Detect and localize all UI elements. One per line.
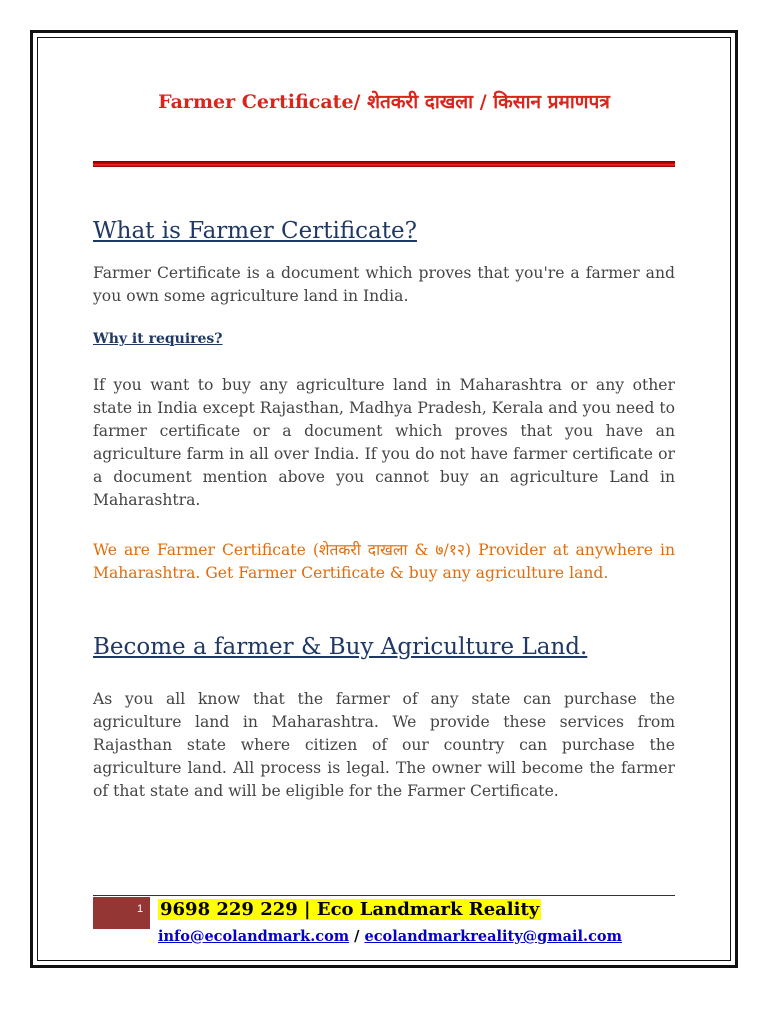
section-heading-what-is: What is Farmer Certificate?: [93, 218, 417, 244]
section-heading-become-farmer: Become a farmer & Buy Agriculture Land.: [93, 634, 588, 660]
contact-phone-company: 9698 229 229 | Eco Landmark Reality: [160, 899, 540, 920]
email-link-gmail[interactable]: ecolandmarkreality@gmail.com: [364, 928, 622, 945]
email-separator: /: [349, 928, 365, 945]
page-title: Farmer Certificate/ शेतकरी दाखला / किसान प्रमाणपत्र: [158, 91, 610, 113]
email-link-info[interactable]: info@ecolandmark.com: [158, 928, 350, 945]
page-number: 1: [93, 897, 150, 929]
footer-divider: [93, 895, 675, 896]
subheading-why-requires: Why it requires?: [93, 331, 223, 347]
services-paragraph: As you all know that the farmer of any state can purchase the agriculture land in Maharashtra. We provide these services from Rajasthan state where citizen of our country can purchase the agriculture land. All process is legal. The owner will become the farmer of that state and will be eligible for the Farmer Certificate.: [93, 690, 675, 800]
promo-paragraph: We are Farmer Certificate (शेतकरी दाखला & ७/१२) Provider at anywhere in Maharashtra. Get Farmer Certificate & buy any agriculture land.: [93, 541, 675, 582]
requirement-paragraph: If you want to buy any agriculture land in Maharashtra or any other state in India except Rajasthan, Madhya Pradesh, Kerala and you need to farmer certificate or a document which proves that you have an agriculture farm in all over India. If you do not have farmer certificate or a document mention above you cannot buy an agriculture Land in Maharashtra.: [93, 376, 675, 509]
title-divider: [93, 161, 675, 167]
footer-emails: [158, 928, 622, 945]
intro-paragraph: Farmer Certificate is a document which proves that you're a farmer and you own some agriculture land in India.: [93, 264, 675, 305]
